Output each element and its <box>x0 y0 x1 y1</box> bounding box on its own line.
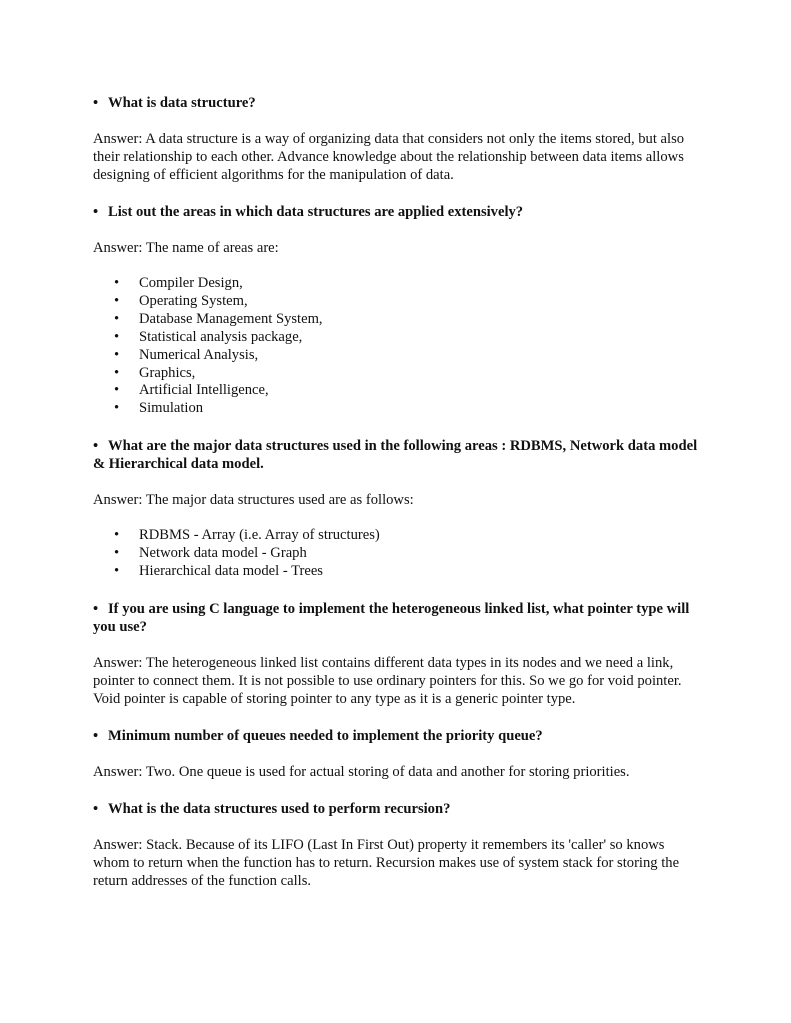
list-item-text: Hierarchical data model - Trees <box>139 563 323 580</box>
bullet-icon: • <box>114 310 120 327</box>
list-item-text: Numerical Analysis, <box>139 346 259 363</box>
question-text: Minimum number of queues needed to implement the priority queue? <box>108 727 543 744</box>
bullet-icon: • <box>114 382 120 399</box>
list-item <box>93 400 703 418</box>
bullet-icon: • <box>114 292 120 309</box>
list-item-text: Simulation <box>139 400 204 417</box>
list-item <box>93 347 703 365</box>
list-item-text: Network data model - Graph <box>139 545 307 562</box>
list-item <box>93 527 703 545</box>
question-heading <box>93 727 703 745</box>
question-text: What is the data structures used to perform recursion? <box>108 800 451 817</box>
bullet-icon: • <box>93 95 99 111</box>
bullet-icon: • <box>114 364 120 381</box>
question-text: What is data structure? <box>108 95 256 111</box>
answer-paragraph: Answer: The name of areas are: <box>93 240 279 256</box>
bullet-icon: • <box>93 204 99 220</box>
answer-paragraph: Answer: A data structure is a way of organizing data that considers not only the items stored, but also their relationship to each other. Advance knowledge about the relationship between data items allows designing of efficient algorithms for the manipulation of data. <box>93 131 685 183</box>
answer-paragraph: Answer: Stack. Because of its LIFO (Last In First Out) property it remembers its 'caller' so knows whom to return when the function has to return. Recursion makes use of system stack for storing the return addresses of the function calls. <box>93 836 680 889</box>
list-item <box>93 329 703 347</box>
bullet-icon: • <box>114 545 120 562</box>
list-item-text: Graphics, <box>139 364 196 381</box>
question-heading <box>93 800 703 818</box>
bullet-icon: • <box>114 328 120 345</box>
list-item <box>93 545 703 563</box>
answer-list <box>93 275 703 418</box>
bullet-icon: • <box>114 346 120 363</box>
list-item-text: RDBMS - Array (i.e. Array of structures) <box>139 527 380 544</box>
list-item <box>93 293 703 311</box>
question-text: List out the areas in which data structures are applied extensively? <box>108 204 524 220</box>
bullet-icon: • <box>114 527 120 544</box>
answer-paragraph: Answer: The heterogeneous linked list contains different data types in its nodes and we need a link, pointer to connect them. It is not possible to use ordinary pointers for this. So we go for void pointer. Void pointer is capable of storing pointer to any type as it is a generic pointer type. <box>93 654 682 707</box>
bullet-icon: • <box>93 438 99 455</box>
bullet-icon: • <box>114 563 120 580</box>
bullet-icon: • <box>114 400 120 417</box>
list-item-text: Operating System, <box>139 292 248 309</box>
answer-paragraph: Answer: Two. One queue is used for actual storing of data and another for storing priorities. <box>93 763 630 780</box>
list-item-text: Statistical analysis package, <box>139 328 303 345</box>
answer-list <box>93 527 703 581</box>
list-item <box>93 382 703 400</box>
question-heading <box>93 203 703 221</box>
list-item <box>93 311 703 329</box>
list-item-text: Database Management System, <box>139 310 323 327</box>
question-text: If you are using C language to implement the heterogeneous linked list, what pointer type will you use? <box>93 600 690 635</box>
bullet-icon: • <box>114 275 120 291</box>
question-text: What are the major data structures used in the following areas : RDBMS, Network data model & Hierarchical data model. <box>93 438 698 473</box>
list-item <box>93 365 703 383</box>
question-heading <box>93 437 703 473</box>
list-item <box>93 563 703 581</box>
answer-paragraph: Answer: The major data structures used are as follows: <box>93 492 414 509</box>
bullet-icon: • <box>93 800 99 817</box>
bullet-icon: • <box>93 727 99 744</box>
bullet-icon: • <box>93 600 99 617</box>
list-item-text: Artificial Intelligence, <box>139 382 269 399</box>
question-heading <box>93 600 703 636</box>
document-page <box>93 94 703 890</box>
question-heading <box>93 94 703 112</box>
list-item-text: Compiler Design, <box>139 275 243 291</box>
list-item <box>93 275 703 293</box>
